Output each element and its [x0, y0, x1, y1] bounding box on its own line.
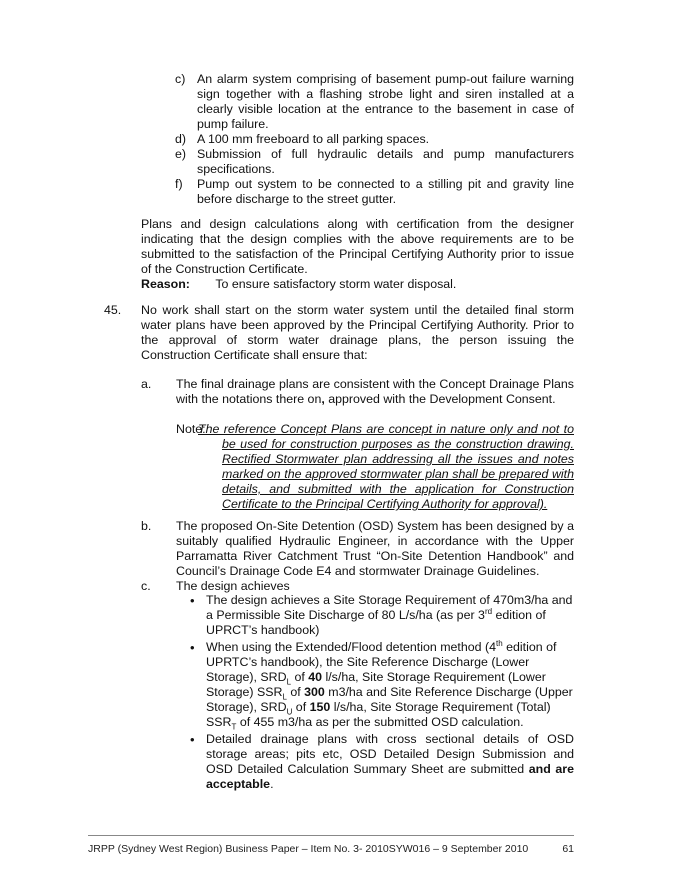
superscript: th: [496, 638, 503, 648]
subscript: L: [282, 692, 287, 702]
subscript: U: [286, 707, 293, 717]
bullet-icon: •: [190, 640, 195, 655]
bullet-text: The design achieves a Site Storage Requirement of 470m3/ha and a Permissible Site Discharge of 80 L/s/ha (as per 3: [206, 593, 573, 622]
bold-text: and are acceptable: [206, 762, 575, 791]
page-footer: [88, 842, 574, 857]
note-text: [198, 422, 574, 512]
pump-requirements-list: [175, 72, 574, 207]
condition-number: 45.: [104, 303, 122, 317]
list-text: A 100 mm freeboard to all parking spaces.: [197, 132, 430, 146]
list-item-d: [175, 132, 574, 147]
bullet-icon: •: [190, 593, 195, 608]
item-a-label: a.: [141, 377, 152, 391]
item-c-label: c.: [141, 579, 151, 593]
bullet-text: of 455 m3/ha as per the submitted OSD calculation.: [236, 715, 524, 729]
bullet-text: edition of UPRTC’s handbook), the Site Reference Discharge (Lower Storage), SRD: [206, 640, 557, 684]
list-label: f): [175, 177, 183, 191]
list-text: Pump out system to be connected to a stilling pit and gravity line before discharge to the street gutter.: [197, 177, 574, 206]
list-item-e: [175, 147, 574, 177]
bullet-text: m3/ha and Site Reference Discharge (Upper Storage), SRD: [206, 685, 573, 714]
item-c-text: The design achieves: [176, 579, 290, 593]
list-text: Submission of full hydraulic details and pump manufacturers specifications.: [197, 147, 574, 176]
bullet-icon: •: [190, 732, 195, 747]
superscript: rd: [484, 606, 493, 616]
list-label: d): [175, 132, 187, 146]
bullet-text: of: [292, 700, 310, 714]
item-a-text-part: approved with the Development Consent.: [324, 392, 556, 406]
footer-divider: [88, 835, 574, 836]
bullet-text: l/s/ha, Site Storage Requirement (Lower Storage) SSR: [206, 670, 546, 699]
reason-label: Reason:: [141, 277, 190, 291]
subscript: L: [286, 677, 292, 687]
bullet-text: of: [291, 670, 309, 684]
item-a-comma: ,: [321, 392, 325, 406]
reason-line: [141, 277, 574, 292]
bold-value: 150: [309, 700, 331, 714]
bullet-item-storage: [190, 593, 574, 638]
bullet-text: of: [286, 685, 305, 699]
subscript: T: [231, 722, 237, 732]
condition-text: No work shall start on the storm water system until the detailed final storm water plans have been approved by the Principal Certifying Authority. Prior to the approval of storm water drainage plans, the person issuing the Construction Certificate shall ensure that:: [141, 303, 574, 362]
bullet-text: Detailed drainage plans with cross sectional details of OSD storage areas; pits etc, OSD Detailed Design Submission and OSD Detailed Calculation Summary Sheet are submitted: [206, 732, 574, 776]
bullet-text: When using the Extended/Flood detention method (4: [206, 640, 496, 654]
bold-value: 300: [304, 685, 325, 699]
list-item-c: [175, 72, 574, 132]
note-label: Note:: [176, 422, 206, 436]
item-b-label: b.: [141, 519, 152, 533]
list-text: An alarm system comprising of basement pump-out failure warning sign together with a flashing strobe light and siren installed at a clearly visible location at the entrance to the basement in case of pump failure.: [197, 72, 574, 131]
bullet-item-detailed-plans: [190, 732, 574, 792]
bullet-text: edition of UPRCT’s handbook): [206, 608, 546, 637]
page-number: 61: [562, 843, 574, 855]
plans-paragraph: Plans and design calculations along with certification from the designer indicating that the design complies with the above requirements are to be submitted to the satisfaction of the Principal Certifying Authority prior to issue of the Construction Certificate.: [141, 217, 574, 276]
design-bullet-list: [190, 593, 574, 792]
item-a-text-part: The final drainage plans are consistent with the Concept Drainage Plans with the notations there on: [176, 377, 574, 406]
reason-text: To ensure satisfactory storm water disposal.: [215, 277, 457, 291]
bullet-item-extended-flood: [190, 640, 574, 730]
bullet-text: l/s/ha, Site Storage Requirement (Total) SSR: [206, 700, 551, 729]
bullet-text: .: [270, 777, 274, 791]
bold-value: 40: [308, 670, 323, 684]
item-a-text: [176, 377, 574, 407]
item-b-text: The proposed On-Site Detention (OSD) System has been designed by a suitably qualified Hydraulic Engineer, in accordance with the Upper Parramatta River Catchment Trust “On-Site Detention Handbook” and Council’s Drainage Code E4 and stormwater Drainage Guidelines.: [176, 519, 574, 578]
list-item-f: [175, 177, 574, 207]
footer-text: JRPP (Sydney West Region) Business Paper – Item No. 3- 2010SYW016 – 9 September 2010: [88, 843, 529, 855]
list-label: c): [175, 72, 186, 86]
note-text-underlined: The reference Concept Plans are concept in nature only and not to be used for construction purposes as the construction drawing. Rectified Stormwater plan addressing all the issues and notes marked on the approved stormwater plan shall be prepared with details, and submitted with the application for Construction Certificate to the Principal Certifying Authority for approval).: [198, 422, 574, 511]
list-label: e): [175, 147, 187, 161]
